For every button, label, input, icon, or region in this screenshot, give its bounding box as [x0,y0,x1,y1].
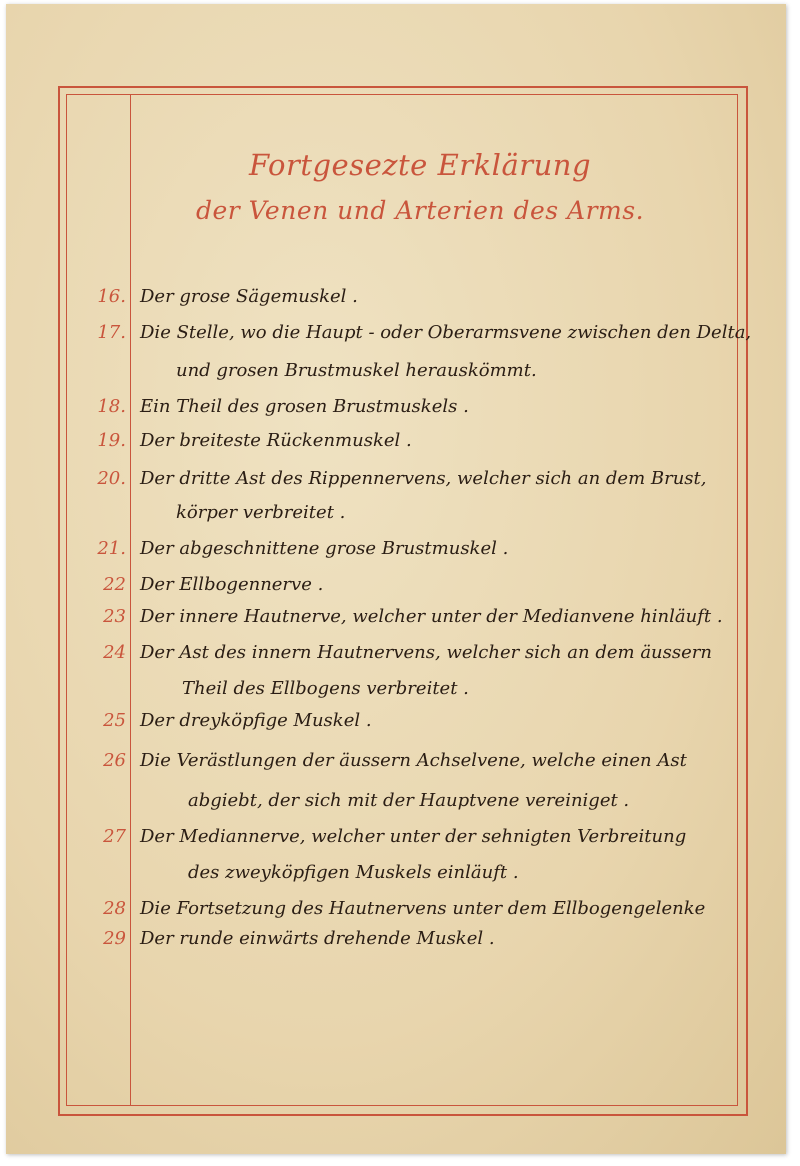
entry-number: 22 [103,574,126,595]
entry-number: 26 [103,750,126,771]
margin-rule [130,95,131,1105]
entry-text: Der runde einwärts drehende Muskel . [140,928,495,949]
entry-text: Der breiteste Rückenmuskel . [140,430,412,451]
entry-text: Der Ast des innern Hautnervens, welcher sich an dem äussern [140,642,712,663]
entry-text: Der grose Sägemuskel . [140,286,358,307]
entry-number: 23 [103,606,126,627]
entry-number: 17. [97,322,126,343]
entry-text: Die Stelle, wo die Haupt - oder Oberarmsvene zwischen den Delta, [140,322,752,343]
entry-number: 29 [103,928,126,949]
entry-number: 20. [97,468,126,489]
entry-text: des zweyköpfigen Muskels einläuft . [188,862,519,883]
entry-text: Der abgeschnittene grose Brustmuskel . [140,538,509,559]
page-title: Fortgesezte Erklärung [248,148,592,182]
entry-text: abgiebt, der sich mit der Hauptvene vereiniget . [188,790,630,811]
entry-text: Der Mediannerve, welcher unter der sehnigten Verbreitung [140,826,687,847]
entry-text: Der innere Hautnerve, welcher unter der Medianvene hinläuft . [140,606,723,627]
entry-text: Die Fortsetzung des Hautnervens unter dem Ellbogengelenke [140,898,706,919]
entry-text: Die Verästlungen der äussern Achselvene, welche einen Ast [140,750,687,771]
entry-text: und grosen Brustmuskel herauskömmt. [176,360,537,381]
entry-number: 24 [103,642,126,663]
entry-number: 19. [97,430,126,451]
entry-text: Ein Theil des grosen Brustmuskels . [140,396,469,417]
entry-text: körper verbreitet . [176,502,346,523]
entry-number: 18. [97,396,126,417]
entry-text: Der dritte Ast des Rippennervens, welcher sich an dem Brust, [140,468,707,489]
entry-number: 28 [103,898,126,919]
entry-text: Theil des Ellbogens verbreitet . [182,678,469,699]
entry-number: 25 [103,710,126,731]
page-subtitle: der Venen und Arterien des Arms. [195,196,645,225]
entry-number: 16. [97,286,126,307]
entry-text: Der Ellbogennerve . [140,574,324,595]
inner-red-border [66,94,738,1106]
entry-text: Der dreyköpfige Muskel . [140,710,372,731]
entry-number: 27 [103,826,126,847]
entry-number: 21. [97,538,126,559]
